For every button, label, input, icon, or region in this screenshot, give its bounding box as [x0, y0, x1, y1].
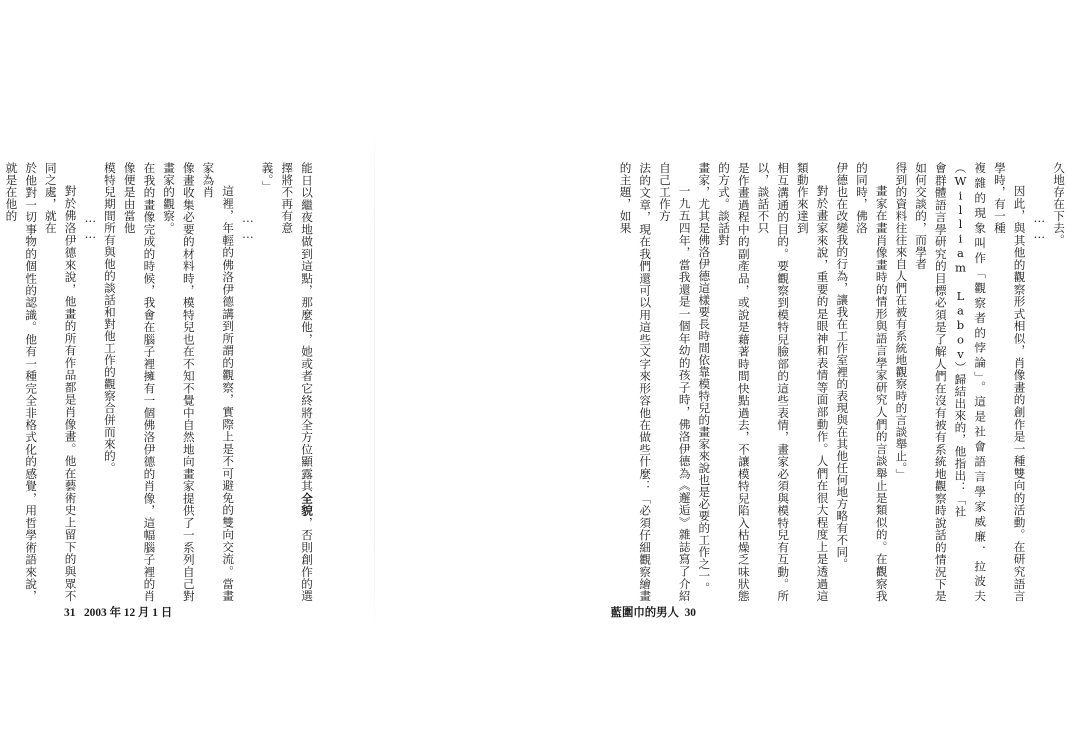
running-title: 藍圍巾的男人	[610, 607, 679, 619]
left-page-body	[4, 162, 316, 603]
text-line: 得到的資料往往來自人們在被有系統地觀察時的言談舉止。」	[894, 162, 909, 481]
text-line: 能日以繼夜地做到這點，那麼他，她或者它終將全方位顯露其全貌，否則創作的選擇將不再有意	[280, 162, 314, 603]
text-line: 法的文章，現在我們還可以用這些文字來形容他在做些什麼：「必須仔細觀察繪畫的主題，如果	[618, 162, 653, 602]
text-line: 久地存在下去。	[1052, 162, 1066, 246]
text-line: 畫家，尤其是佛洛伊德這樣要長時間依靠模特兒的畫家來說也是必要的工作之一。	[697, 162, 712, 594]
text-line: 對於畫家來說，重要的是眼神和表情等面部動作。人們在很大程度上是透過這類動作來達到	[795, 162, 830, 602]
text-line: 模特兒期間所有與他的談話和對他工作的觀察合併而來的。	[102, 162, 117, 474]
text-line	[0, 162, 1, 602]
section-break: ……	[1032, 211, 1047, 244]
text-line: 於他對一切事物的個性的認識。他有一種完全非格式化的感覺，用哲學術語來說，就是在他的	[4, 162, 39, 602]
text-line: 是作畫過程中的副產品，或說是藉著時間快點過去，不讓模特兒陷入枯燥乏味狀態的方式。談話對	[717, 162, 751, 602]
text-line: 在我的畫像完成的時候，我會在腦子裡擁有一個佛洛伊德的肖像，這幅腦子裡的肖像便是由當他	[122, 162, 157, 602]
right-page-footer	[611, 604, 696, 620]
text-line: 因此，與其他的觀察形式相似，肖像畫的創作是一種雙向的活動。在研究語言學時，有一種	[992, 162, 1027, 602]
section-break: ……	[240, 211, 255, 244]
section-break: ……	[83, 211, 98, 244]
text-line: 義。」	[260, 162, 275, 193]
text-line: 相互溝通的目的。要觀察到模特兒臉部的這些表情，畫家必須與模特兒有互動。所以，談話不只	[756, 162, 791, 602]
text-line: 伊德也在改變我的行為，讓我在工作室裡的表現與在其他任何地方略有不同。	[835, 162, 850, 570]
text-line: 複雜的現象叫作「觀察者的悖論」。這是社會語言學家威廉．拉波夫（William Labov）歸結出來的，他指出：「社	[953, 162, 988, 602]
page-number: 31	[64, 607, 76, 619]
left-page-footer	[64, 604, 172, 620]
text-line: 一九五四年，當我還是一個年幼的孩子時，佛洛伊德為《邂逅》雜誌寫了介紹自己工作方	[657, 162, 692, 602]
right-page-body	[618, 162, 1068, 602]
text-line: 這裡，年輕的佛洛伊德講到所謂的觀察，實際上是不可避免的雙向交流。當畫家為肖	[201, 162, 236, 602]
chapter-date: 2003 年 12 月 1 日	[83, 607, 173, 619]
left-page	[0, 0, 375, 750]
emphasized-term: 全貌	[300, 492, 314, 517]
text-line: 對於佛洛伊德來說，他畫的所有作品都是肖像畫。他在藝術史上留下的與眾不同之處，就在	[43, 162, 78, 602]
text-line: 畫家在畫肖像畫時的情形與語言學家研究人們的言談舉止是類似的。在觀察我的同時，佛洛	[854, 162, 889, 602]
text-line: 像畫收集必要的材料時，模特兒也在不知不覺中自然地向畫家提供了一系列自己對畫家的觀察。	[162, 162, 196, 602]
text-line: 會群體語言學研究的目標必須是了解人們在沒有被有系統地觀察時說話的情況下是如何交談的，而學者	[914, 162, 948, 602]
page-number: 30	[684, 607, 696, 619]
right-page	[375, 0, 1066, 750]
